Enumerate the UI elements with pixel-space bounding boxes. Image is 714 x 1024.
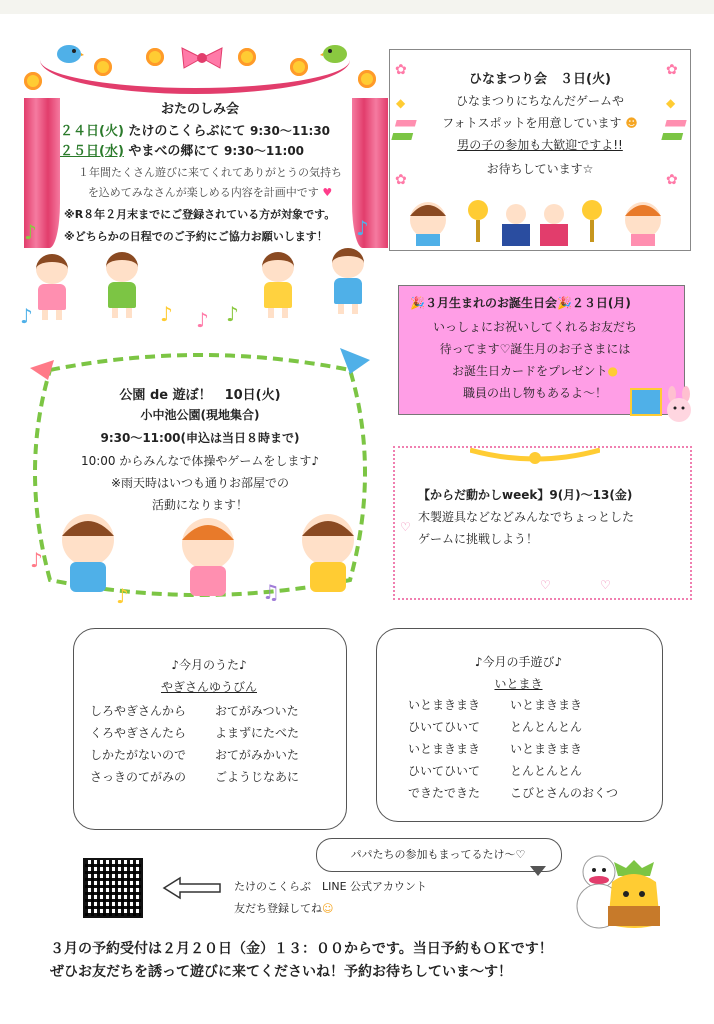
hinamatsuri-line4: お待ちしています☆ [486,162,594,176]
footer-line1: ３月の予約受付は２月２０日（金）１３：００からです。当日予約もＯＫです！ [50,941,553,957]
flower-icon: ✿ [666,172,678,188]
heart-icon: ♡ [540,578,551,592]
otanoshimi-line1-time: 9:30～11:30 [249,124,331,138]
bunny-icon [662,386,696,422]
music-note-icon: ♪ [30,548,43,572]
hinamatsuri-line1: ひなまつりにちなんだゲームや [455,94,624,108]
birthday-title-row [410,294,680,311]
park-place: 小中池公園(現地集合) [140,408,260,422]
music-note-icon: ♪ [196,308,209,332]
karada-line2: ゲームに挑戦しよう！ [418,532,539,546]
lyric-row: しろやぎさんから おてがみついた [90,704,299,718]
music-note-icon: ♪ [356,216,369,240]
arrow-left-icon [162,876,222,900]
hinamatsuri-line2-text: フォトスポットを用意しています [442,116,622,130]
child-icon [256,252,300,318]
otanoshimi-line1-date: ２４日(火) [60,124,124,139]
hinamatsuri-title: ひなまつり会 ３日(火) [469,72,611,87]
otanoshimi-line1-place: たけのこくらぶにて [128,124,246,139]
lyric-row: できたできた こびとさんのおくつ [408,786,619,800]
music-note-icon: ♪ [226,302,239,326]
line-account-line2: 友だち登録してね [234,902,322,915]
kiss-face-icon: ☺ [322,902,334,915]
otanoshimi-desc1: １年間たくさん遊びに来てくれてありがとうの気持ち [78,166,342,179]
ribbon-bow-icon [180,46,224,70]
flower-icon [94,58,112,76]
otanoshimi-note1: ※R８年２月末までにご登録されている方が対象です。 [64,208,336,221]
line-account-line2-row [234,900,434,916]
flower-icon: ✿ [666,62,678,78]
lyric-row: ひいてひいて とんとんとん [408,720,583,734]
flower-icon: ✿ [395,62,407,78]
otanoshimi-note2: ※どちらかの日程でのご予約にご協力お願いします！ [64,230,328,243]
lyric-row: ひいてひいて とんとんとん [408,764,583,778]
park-line3: 活動になります！ [151,498,248,512]
kids-illustration [20,248,380,338]
song-lyrics [90,700,340,788]
flower-icon [358,70,376,88]
bird-icon [54,42,84,64]
otanoshimi-line2-time: 9:30～11:00 [223,144,305,158]
heart-icon: ♡ [400,520,411,534]
park-title: 公園 de 遊ぼ！ 10日(火) [119,388,281,403]
park-line1: 10:00 からみんなで体操やゲームをします♪ [80,454,320,468]
hinamatsuri-line2 [420,114,660,131]
park-time: 9:30～11:00(申込は当日８時まで) [100,431,300,445]
lyric-row: しかたがないので おてがみかいた [90,748,299,762]
hinamatsuri-line3: 男の子の参加も大歓迎ですよ!! [457,138,623,152]
bamboo-shoot-mascot-icon [604,858,664,930]
diamond-icon: ◆ [666,96,676,110]
otanoshimi-line2 [60,140,370,159]
music-note-icon: ♫ [262,580,280,604]
bubble-tail [530,866,546,876]
birthday-card-icon [630,388,662,416]
lyric-row: くろやぎさんたら よまずにたべた [90,726,300,740]
flower-icon [290,58,308,76]
otanoshimi-line2-place: やまべの郷にて [128,144,220,159]
birthday-line3 [400,362,670,379]
handplay-heading: ♪今月の手遊び♪ [474,655,563,669]
birthday-line4: 職員の出し物もあるよ～！ [462,386,607,400]
otanoshimi-line1 [60,120,370,139]
party-popper-icon: 🎉 [556,296,572,310]
jumping-kids-illustration [40,500,370,604]
otanoshimi-line2-date: ２５日(水) [60,144,124,159]
handplay-lyrics [408,694,658,804]
hina-dolls-illustration [398,190,683,246]
papa-bubble-text: パパたちの参加もまってるたけ～♡ [350,848,526,861]
birthday-line3-text: お誕生日カードをプレゼント [451,364,608,378]
child-icon [326,248,370,314]
smile-icon: ☻ [625,116,638,130]
birthday-date: ２３日(月) [571,296,631,310]
bird-icon [320,42,350,64]
line-qr-code[interactable] [83,858,143,918]
top-strip [0,0,714,14]
flower-icon [238,48,256,66]
lyric-row: いとまきまき いとまきまき [408,742,583,756]
flower-icon: ✿ [395,172,407,188]
heart-icon: ♥ [322,186,333,199]
park-line2: ※雨天時はいつも通りお部屋での [110,476,290,490]
diamond-icon: ◆ [396,96,406,110]
karada-title: 【からだ動かしweek】9(月)～13(金) [418,488,633,502]
child-icon [30,254,74,320]
line-account-line1: たけのこくらぶ LINE 公式アカウント [234,880,427,893]
song-name: やぎさんゆうびん [160,680,257,694]
otanoshimi-desc2 [50,184,370,200]
birthday-title: ３月生まれのお誕生日会 [424,296,557,310]
ribbon-icon [470,444,600,468]
song-heading: ♪今月のうた♪ [171,658,247,672]
birthday-line1: いっしょにお祝いしてくれるお友だち [432,320,637,334]
flower-icon [24,72,42,90]
otanoshimi-title: おたのしみ会 [160,102,239,117]
karada-line1: 木製遊具などなどみんなでちょっとした [418,510,635,524]
flower-icon [146,48,164,66]
star-icon: ● [607,364,618,378]
heart-icon: ♡ [600,578,611,592]
music-note-icon: ♪ [20,304,33,328]
music-note-icon: ♪ [116,584,129,608]
party-popper-icon: 🎉 [410,296,425,310]
birthday-line2: 待ってます♡誕生月のお子さまには [439,342,631,356]
handplay-name: いとまき [494,677,543,691]
lyric-row: さっきのてがみの ごようじなあに [90,770,300,784]
otanoshimi-desc2-text: を込めてみなさんが楽しめる内容を計画中です [87,186,319,199]
lyric-row: いとまきまき いとまきまき [408,698,583,712]
footer-line2: ぜひお友だちを誘って遊びに来てくださいね！予約お待ちしていま～す！ [50,964,512,980]
child-icon [100,252,144,318]
music-note-icon: ♪ [24,220,37,244]
music-note-icon: ♪ [160,302,173,326]
